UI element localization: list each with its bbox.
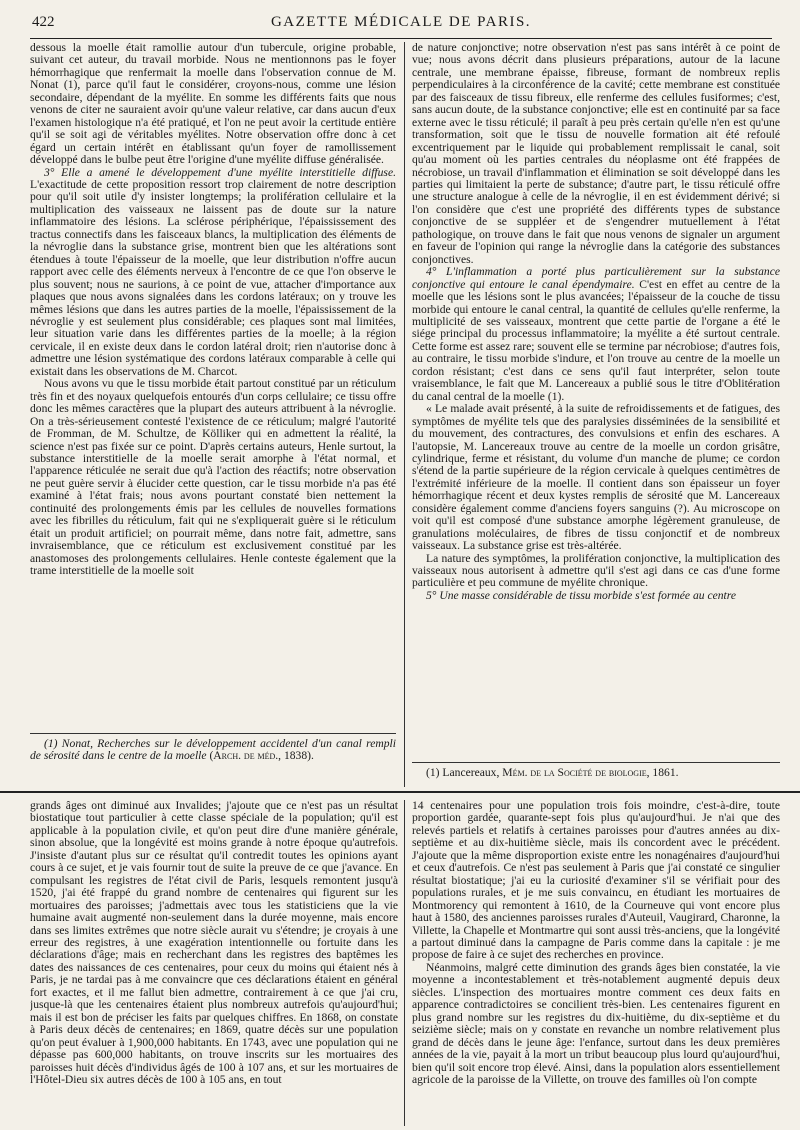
paragraph: 5° Une masse considérable de tissu morbide s'est formée au centre [426,588,737,602]
paragraph: grands âges ont diminué aux Invalides; j'ajoute que ce n'est pas un résultat biostatique tout particulier à cette classe spéciale de la population; qu'il est applicable à la population civile, et qu'on peut dire d'une manière générale, sinon absolue, que la longévité est moins grande à notre époque qu'autrefois. J'insiste d'autant plus sur ce résultat qu'il contredit toutes les opinions ayant cours à ce sujet, et je vais fournir tout de suite la preuve de ce que j'avance. En compulsant les registres de l'état civil de Paris, lesquels remontent jusqu'à 1520, j'ai été frappé du grand nombre de centenaires qui figurent sur les mortuaires des paroisses; j'admettais avec tous les statisticiens que la vie humaine avait augmenté non-seulement dans la durée moyenne, mais encore dans ses limites extrêmes que notre siècle aurait vu s'étendre; je croyais à une erreur des registres, à une exagération intentionnelle ou fortuite dans les déclarations d'âge; mais en recherchant dans les registres des baptêmes les dates des naissances de ces centenaires, pour ceux du moins qui étaient nés à Paris, je ne tardai pas à me convaincre que ces déclarations étaient en général fort exactes, et il me fallut bien admettre, contrairement à ce que j'ai cru, jusque-là que les centenaires étaient plus nombreux autrefois qu'aujourd'hui; mais il est bon de préciser les faits par quelques chiffres. En 1868, on constate à Paris deux décès de centenaires; en 1869, quatre décès sur une population qu'on peut évaluer à 1,900,000 habitants. En 1743, avec une population qui ne dépasse pas 600,000 habitants, on trouve inscrits sur les mortuaires des paroisses huit décès d'individus âgés de 100 à 107 ans, et sur les mortuaires de l'Hôtel-Dieu six autres décès de 100 à 105 ans, en tout [30,800,398,1086]
footnote-text: (1) Lancereaux, Mém. de la Société de biologie, 1861. [426,766,679,779]
bottom-right-column [412,800,780,1126]
paragraph: 4° L'inflammation a porté plus particulièrement sur la substance conjonctive qui entoure le canal épendymaire. C'est en effet au centre de la moelle que les lésions sont le plus avancées; l'épaisseur de la couche de tissu morbide qui entoure le canal central, la quantité de cellules qu'elle renferme, la multiplicité de ses vaisseaux, montrent que cette partie de l'organe a été le siége principal du processus inflammatoire; la myélite a été surtout centrale. Cette forme est assez rare; souvent elle se termine par nécrobiose; d'autres fois, au contraire, le tissu morbide s'indure, et l'on trouve au centre de la moelle un cordon résistant; c'est dans ce sens qu'il faut interpréter, selon toute vraisemblance, le fait que M. Lancereaux a publié sous le titre d'Oblitération du canal central de la moelle (1). [412,265,780,403]
paragraph: 3° Elle a amené le développement d'une myélite interstitielle diffuse. L'exactitude de cette proposition ressort trop clairement de notre description pour qu'il soit utile d'y insister longtemps; la prolifération cellulaire et la multiplication des vaisseaux ne laissent pas de doute sur la nature inflammatoire des lésions. La sclérose périphérique, l'épaississement des tractus connectifs dans les faisceaux blancs, la multiplication des éléments de la névroglie dans la substance grise, montrent bien que les altérations sont étendues à toute l'épaisseur de la moelle, que leur distribution n'offre aucun rapport avec celle des éléments nerveux à l'encontre de ce que l'on observe le plus souvent; nous ne saurions, à ce point de vue, attacher d'importance aux plaques que nous avons signalées dans les cordons latéraux; on y trouve les mêmes lésions que dans les autres parties de la moelle, l'épaississement de la névroglie y est seulement plus considérable; ces plaques sont mal limitées, leur situation varie dans les différentes parties de la moelle; à la région cervicale, il en existe deux dans le cordon latéral droit; rien n'autorise donc à admettre une lésion systématique des cordons latéraux comparable à celle qui existait dans les observations de M. Charcot. [30,165,396,378]
paragraph: de nature conjonctive; notre observation n'est pas sans intérêt à ce point de vue; nous avons décrit dans plusieurs préparations, autour de la lacune centrale, une membrane épaisse, fibreuse, formant de nombreux replis perpendiculaires à la circonférence de la cavité; cette membrane est constituée par des faisceaux de tissu fibreux, elle renferme des cellules fusiformes; c'est, sans aucun doute, de la substance conjonctive; elle est en continuité par sa face externe avec le tissu réticulé; il paraît à peu près certain qu'elle n'en est qu'une transformation, soit que le tissu de nouvelle formation ait été refoulé excentriquement par le liquide qui probablement remplissait le canal, soit qu'au moment où les parties centrales du néoplasme ont été frappées de nécrobiose, un travail d'inflammation et élimination se soit développé dans les parties qui limitaient la perte de substance; d'autre part, le tissu réticulé offre une structure analogue à celle de la névroglie, il en est évidemment dérivé; si l'on considère que c'est une propriété des différents types de substance conjonctive de se suppléer et de s'engendrer mutuellement à l'état pathologique, on trouve dans le fait que nous venons de signaler un argument en faveur de l'opinion qui range la névroglie dans la catégorie des substances conjonctives. [412,42,780,266]
page-header [30,12,772,34]
footnote-left [30,738,396,763]
paragraph: « Le malade avait présenté, à la suite de refroidissements et de fatigues, des symptômes de myélite tels que des paralysies disséminées de la sensibilité et du mouvement, des contractures, des convulsions et enfin des eschares. A l'autopsie, M. Lancereaux trouve au centre de la moelle un cordon grisâtre, cylindrique, ferme et résistant, du volume d'un manche de plume; ce cordon s'étend de la partie supérieure de la région cervicale à quelques centimètres de l'extrémité inférieure de la moelle. Il contient dans son épaisseur un foyer hémorrhagique récent et deux kystes remplis de sérosité que M. Lancereaux considère également comme d'anciens foyers sanguins (?). Au microscope on voit qu'il est composé d'une substance amorphe légèrement granuleuse, de granulations moléculaires, de fibres de tissu conjonctif et de nombreux vaisseaux. La substance grise est très-altérée. [412,402,780,553]
paragraph: Néanmoins, malgré cette diminution des grands âges bien constatée, la vie moyenne a incontestablement et très-notablement augmenté depuis deux siècles. L'inspection des mortuaires montre comment ces deux faits en apparence contradictoires se concilient très-bien. Les centenaires figurent en plus grand nombre sur les registres du dix-huitième, du dix-septième et du seizième siècle; mais on y constate en revanche un nombre relativement plus grand de décès dans le jeune âge: l'enfance, surtout dans les deux premières années de la vie, payait à la mort un tribut beaucoup plus lourd qu'aujourd'hui, bien qu'il soit encore trop élevé. Ainsi, dans la population alors essentiellement agricole de la paroisse de la Villette, on trouve des familles où l'on compte [412,960,780,1086]
column-rule [404,800,405,1126]
paragraph: 14 centenaires pour une population trois fois moindre, c'est-à-dire, toute proportion gardée, quarante-sept fois plus qu'aujourd'hui. Je n'ai que des relevés partiels et relatifs à certaines paroisses pour d'autres années au dix-septième et au dix-huitième siècle, mais ils concordent avec le précédent. J'ajoute que la même disproportion existe entre les nonagénaires d'aujourd'hui et ceux d'autrefois. Ce n'est pas seulement à Paris que j'ai constaté ce singulier résultat biostatique; j'ai eu la curiosité d'examiner s'il se vérifiait pour des populations rurales, et je me suis convaincu, en étudiant les mortuaires de Montmorency qui remontent à 1610, de la Courneuve qui vont encore plus haut à 1580, des anciennes paroisses rurales d'Auteuil, Vaugirard, Charonne, la Villette, la Chapelle et Montmartre qui sont aussi très-anciens, que la longévité a partout diminué dans la campagne de Paris comme dans la capitale : je me propose de faire à ce sujet des recherches en province. [412,800,780,962]
running-title: GAZETTE MÉDICALE DE PARIS. [270,14,532,30]
paragraph: dessous la moelle était ramollie autour d'un tubercule, origine probable, suivant cet auteur, du travail morbide. Nous ne mentionnons pas le foyer hémorrhagique que renfermait la moelle dans l'observation connue de M. Nonat (1), parce qu'il faut le considérer, croyons-nous, comme une lésion secondaire, dépendant de la myélite. En somme les différents faits que nous venons de citer ne sauraient avoir qu'une valeur relative, car dans aucun d'eux l'examen histologique n'a été pratiqué, et l'on ne peut avoir la certitude entière qu'il se soit agi de véritables myélites. Notre observation offre donc à cet égard un certain intérêt en établissant qu'un foyer de ramollissement développé dans le bulbe peut être l'origine d'une myélite diffuse généralisée. [30,42,396,167]
column-rule [404,42,405,787]
section-separator [0,791,800,793]
paragraph: Nous avons vu que le tissu morbide était partout constitué par un réticulum très fin et des noyaux quelquefois entourés d'un corps cellulaire; ce tissu offre donc les mêmes caractères que la plupart des auteurs attribuent à la névroglie. On a très-sérieusement contesté l'existence de ce réticulum; malgré l'autorité de Fromman, de M. Schultze, de Kölliker qui en admettent la réalité, la science n'est pas fixée sur ce point. D'après certains auteurs, Henle surtout, la substance interstitielle de la moelle serait amorphe à l'état normal, et l'apparence réticulée ne serait due qu'à l'action des réactifs; notre observation ne peut guère servir à élucider cette question, car le tissu morbide n'a pas été examiné à l'état frais; nous avons pourtant constaté bien nettement la continuité des prolongements émis par les cellules de nouvelles formations avec les fibrilles du réticulum, fait qui ne s'expliquerait guère si le réticulum était un produit artificiel; on pourrait même, dans notre fait, admettre, sans invraisemblance, que ce réticulum est exclusivement constitué par les anastomoses des prolongements cellulaires. Henle conteste également que la trame interstitielle de la moelle soit [30,377,396,578]
paragraph: La nature des symptômes, la prolifération conjonctive, la multiplication des vaisseaux nous autorisent à admettre qu'il s'est agi dans ce cas d'une forme particulière et peu commune de myélite chronique. [412,551,780,590]
bottom-left-column [30,800,398,1126]
top-left-column [30,42,396,722]
top-right-column [412,42,780,759]
footnote-text: (1) Nonat, Recherches sur le développement accidentel d'un canal rempli de sérosité dans le centre de la moelle (Arch. de méd., 1838). [30,737,396,763]
page-number: 422 [32,14,55,30]
footnote-rule [412,762,780,763]
footnote-rule [30,733,396,734]
header-rule [30,38,772,39]
footnote-right [412,767,780,779]
